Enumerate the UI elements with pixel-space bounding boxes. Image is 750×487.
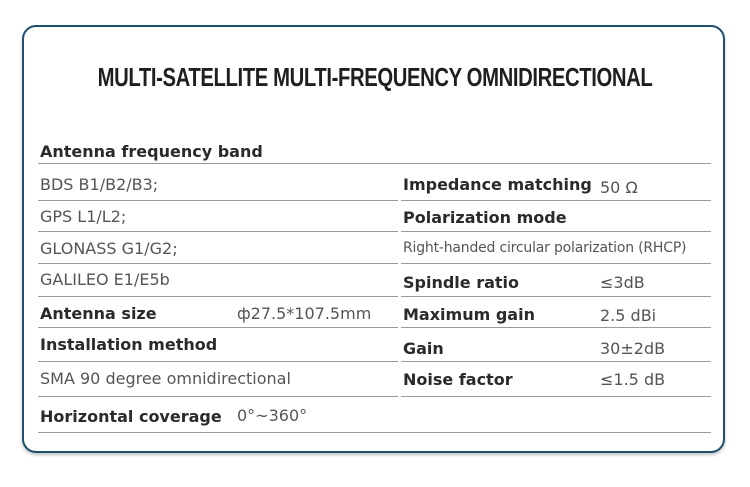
impedance-value: 50 Ω bbox=[600, 178, 638, 197]
band-glonass: GLONASS G1/G2; bbox=[40, 239, 178, 258]
gain-label: Gain bbox=[403, 339, 444, 358]
coverage-value: 0°~360° bbox=[237, 406, 308, 425]
divider bbox=[401, 231, 711, 232]
divider bbox=[38, 163, 711, 164]
noise-value: ≤1.5 dB bbox=[600, 370, 666, 389]
size-value: ф27.5*107.5mm bbox=[237, 304, 372, 323]
divider bbox=[401, 396, 711, 397]
install-label: Installation method bbox=[40, 335, 218, 354]
divider bbox=[38, 296, 398, 297]
page-title: MULTI-SATELLITE MULTI-FREQUENCY OMNIDIRECTIONAL bbox=[97, 62, 653, 92]
divider bbox=[38, 361, 398, 362]
divider bbox=[401, 263, 711, 264]
coverage-label: Horizontal coverage bbox=[40, 407, 222, 426]
divider bbox=[38, 231, 398, 232]
install-value: SMA 90 degree omnidirectional bbox=[40, 369, 291, 388]
divider bbox=[401, 327, 711, 328]
spindle-label: Spindle ratio bbox=[403, 273, 520, 292]
size-label: Antenna size bbox=[40, 304, 157, 323]
noise-label: Noise factor bbox=[403, 370, 513, 389]
divider bbox=[401, 296, 711, 297]
band-bds: BDS B1/B2/B3; bbox=[40, 175, 159, 194]
gain-value: 30±2dB bbox=[600, 339, 666, 358]
divider bbox=[38, 396, 398, 397]
divider bbox=[401, 200, 711, 201]
max-gain-label: Maximum gain bbox=[403, 305, 535, 324]
polarization-label: Polarization mode bbox=[403, 208, 567, 227]
divider bbox=[38, 263, 398, 264]
impedance-label: Impedance matching bbox=[403, 175, 592, 194]
polarization-value: Right-handed circular polarization (RHCP) bbox=[403, 240, 687, 256]
divider bbox=[38, 432, 711, 433]
band-gps: GPS L1/L2; bbox=[40, 207, 127, 226]
band-galileo: GALILEO E1/E5b bbox=[40, 270, 170, 289]
divider bbox=[38, 200, 398, 201]
max-gain-value: 2.5 dBi bbox=[600, 306, 657, 325]
band-label: Antenna frequency band bbox=[40, 142, 263, 161]
divider bbox=[401, 361, 711, 362]
spindle-value: ≤3dB bbox=[600, 273, 645, 292]
divider bbox=[38, 327, 398, 328]
